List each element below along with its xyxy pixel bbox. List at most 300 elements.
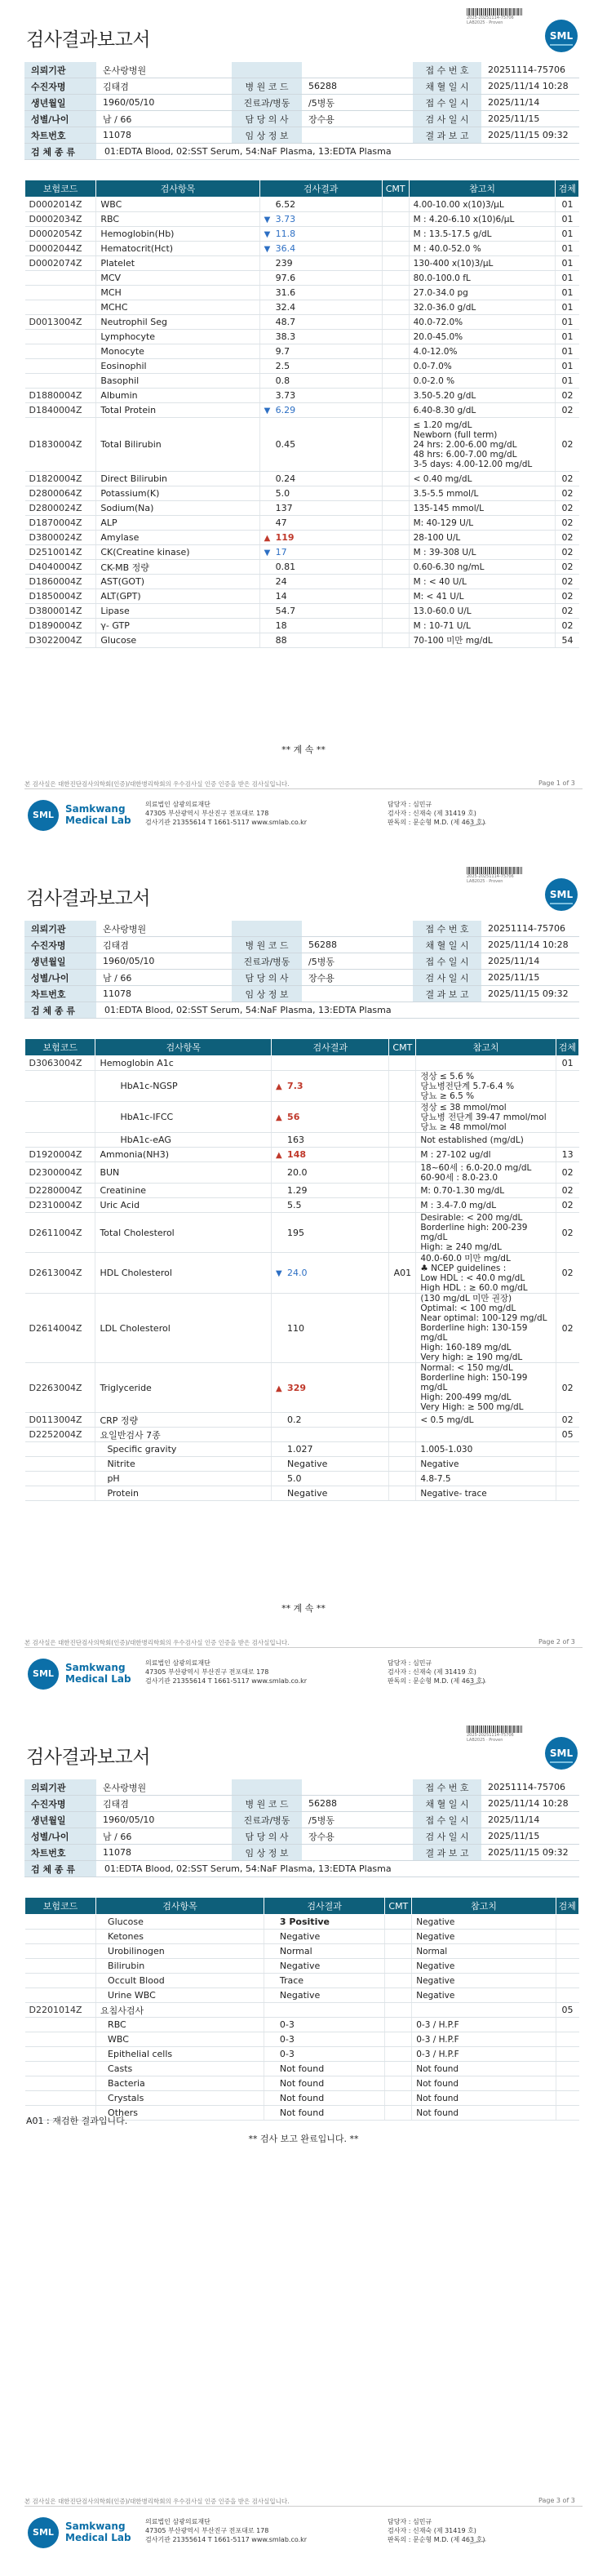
comment-code <box>382 271 409 286</box>
info-value: 11078 <box>96 127 232 144</box>
test-item: pH <box>95 1472 272 1486</box>
info-value: 2025/11/15 <box>481 111 579 127</box>
result-value <box>259 486 382 501</box>
result-row <box>25 1974 579 1988</box>
insurance-code <box>25 2032 96 2047</box>
lab-address <box>145 2517 307 2544</box>
signatory-line: 담당자 : 심민규 <box>388 801 432 808</box>
reference-range: 70-100 미만 mg/dL <box>409 633 556 648</box>
info-row <box>24 953 579 970</box>
info-label: 검 사 일 시 <box>413 970 481 986</box>
value-text: 148 <box>287 1149 307 1160</box>
high-flag-icon: ▲ <box>276 1151 282 1160</box>
footer-certification-note: 본 검사실은 대한진단검사의학회(인증)/대한병리학회의 우수검사실 인증 인증을 받은 검사실입니다. <box>24 780 290 788</box>
lab-address <box>145 1659 307 1686</box>
result-row <box>25 560 579 575</box>
value-text: Negative <box>287 1459 328 1469</box>
insurance-code <box>25 1959 96 1974</box>
test-item: Total Bilirubin <box>96 418 259 472</box>
reference-range: 28-100 U/L <box>409 531 556 545</box>
comment-code <box>382 300 409 315</box>
reference-range <box>416 1056 556 1071</box>
value-text: 110 <box>287 1322 305 1334</box>
insurance-code <box>25 1974 96 1988</box>
info-label: 병 원 코 드 <box>232 1796 302 1812</box>
specimen-code <box>556 1071 578 1102</box>
info-row <box>24 986 579 1002</box>
reference-range: Not found <box>412 2062 556 2076</box>
insurance-code: D4040004Z <box>25 560 96 575</box>
insurance-code: D1850004Z <box>25 589 96 604</box>
result-value <box>264 2091 385 2106</box>
specimen-code: 02 <box>556 589 579 604</box>
result-row <box>25 330 579 344</box>
low-flag-icon: ▼ <box>264 245 271 254</box>
comment-code <box>385 1944 412 1959</box>
value-text: 5.0 <box>275 488 290 499</box>
low-flag-icon: ▼ <box>276 1269 282 1278</box>
result-value <box>272 1253 389 1294</box>
sml-logo: SML <box>545 878 578 911</box>
info-value: 2025/11/15 09:32 <box>481 1845 579 1861</box>
high-flag-icon: ▲ <box>276 1383 282 1393</box>
reference-range: 13.0-60.0 U/L <box>409 604 556 619</box>
info-value: 온사랑병원 <box>96 1779 232 1796</box>
info-label: 접 수 번 호 <box>413 921 481 937</box>
specimen-code <box>556 1944 578 1959</box>
test-item: Albumin <box>96 389 259 403</box>
comment-code <box>382 389 409 403</box>
info-value: 2025/11/14 <box>481 95 579 111</box>
test-item: Triglyceride <box>95 1363 272 1413</box>
test-item: RBC <box>96 2018 264 2032</box>
insurance-code <box>25 344 96 359</box>
info-value: 온사랑병원 <box>96 921 232 937</box>
test-item: Glucose <box>96 633 259 648</box>
specimen-code: 54 <box>556 633 579 648</box>
result-value <box>272 1486 389 1501</box>
insurance-code <box>25 1442 95 1457</box>
test-item: ALT(GPT) <box>96 589 259 604</box>
column-header: 검사결과 <box>272 1039 389 1056</box>
info-row <box>24 1796 579 1812</box>
reference-range: 6.40-8.30 g/dL <box>409 403 556 418</box>
result-value <box>259 472 382 486</box>
value-text: 36.4 <box>275 243 296 254</box>
address-line: 검사기관 21355614 T 1661-5117 www.smlab.co.kr <box>145 819 308 826</box>
result-value <box>272 1133 389 1148</box>
info-label: 임 상 정 보 <box>232 127 302 144</box>
brand-line: Samkwang <box>65 803 126 815</box>
result-row <box>25 589 579 604</box>
comment-code <box>389 1486 416 1501</box>
result-value <box>264 1959 385 1974</box>
test-item: Lipase <box>96 604 259 619</box>
brand-line: Samkwang <box>65 1662 126 1673</box>
specimen-types: 01:EDTA Blood, 02:SST Serum, 54:NaF Plasma, 13:EDTA Plasma <box>96 1861 579 1877</box>
low-flag-icon: ▼ <box>264 230 271 239</box>
comment-code <box>382 418 409 472</box>
value-text: 11.8 <box>275 229 296 239</box>
result-row <box>25 2003 579 2018</box>
info-value: 2025/11/14 <box>481 1812 579 1828</box>
value-text: 20.0 <box>287 1167 308 1178</box>
insurance-code: D3022004Z <box>25 633 96 648</box>
test-item: Ketones <box>96 1930 264 1944</box>
specimen-code <box>556 2062 578 2076</box>
sml-footer-logo: SML <box>28 1659 59 1690</box>
insurance-code <box>25 1930 96 1944</box>
high-flag-icon: ▲ <box>276 1082 282 1091</box>
comment-code <box>389 1198 416 1213</box>
reference-range: 1.005-1.030 <box>416 1442 556 1457</box>
info-row <box>24 1828 579 1845</box>
insurance-code: D1830004Z <box>25 418 96 472</box>
specimen-code <box>556 1974 578 1988</box>
patient-info-table <box>24 1779 579 1877</box>
insurance-code: D2300004Z <box>25 1162 95 1184</box>
insurance-code <box>25 359 96 374</box>
reference-range: 20.0-45.0% <box>409 330 556 344</box>
info-value: 김태겸 <box>96 1796 232 1812</box>
info-label: 접 수 일 시 <box>413 95 481 111</box>
result-value <box>272 1213 389 1253</box>
result-row <box>25 1413 579 1428</box>
result-row <box>25 486 579 501</box>
specimen-code <box>556 1988 578 2003</box>
result-value <box>259 531 382 545</box>
comment-code <box>382 212 409 227</box>
info-value: 김태겸 <box>96 78 232 95</box>
sml-logo: SML <box>545 20 578 52</box>
insurance-code: D0013004Z <box>25 315 96 330</box>
info-value <box>302 1845 413 1861</box>
result-row <box>25 1198 579 1213</box>
info-label: 수진자명 <box>24 78 96 95</box>
result-row <box>25 2047 579 2062</box>
info-label: 접 수 번 호 <box>413 1779 481 1796</box>
info-label: 의뢰기관 <box>24 921 96 937</box>
info-value: 20251114-75706 <box>481 1779 579 1796</box>
comment-code <box>382 560 409 575</box>
value-text: Negative <box>279 1931 321 1942</box>
info-value: 2025/11/14 10:28 <box>481 78 579 95</box>
specimen-code: 01 <box>556 315 579 330</box>
insurance-code: D2201014Z <box>25 2003 96 2018</box>
reference-range: 3.50-5.20 g/dL <box>409 389 556 403</box>
insurance-code <box>25 2076 96 2091</box>
info-label: 진료과/병동 <box>232 1812 302 1828</box>
comment-code <box>385 1915 412 1930</box>
address-line: 의료법인 삼광의료재단 <box>145 801 210 808</box>
specimen-code: 02 <box>556 575 579 589</box>
test-item: Protein <box>95 1486 272 1501</box>
comment-code <box>389 1162 416 1184</box>
address-line: 검사기관 21355614 T 1661-5117 www.smlab.co.kr <box>145 1677 308 1685</box>
lab-brand <box>65 2520 131 2543</box>
info-row <box>24 127 579 144</box>
info-row <box>24 111 579 127</box>
reference-range: Negative- trace <box>416 1486 556 1501</box>
comment-code <box>385 2018 412 2032</box>
value-text: 31.6 <box>275 287 296 298</box>
result-row <box>25 286 579 300</box>
result-row <box>25 531 579 545</box>
info-label: 성별/나이 <box>24 111 96 127</box>
info-label: 임 상 정 보 <box>232 1845 302 1861</box>
specimen-code <box>556 2032 578 2047</box>
result-row <box>25 1102 579 1133</box>
column-header: 검사항목 <box>96 1898 264 1915</box>
result-row <box>25 2091 579 2106</box>
reference-range: M : 4.20-6.10 x(10)6/μL <box>409 212 556 227</box>
test-item: BUN <box>95 1162 272 1184</box>
specimen-code: 01 <box>556 330 579 344</box>
value-text: 47 <box>275 517 287 528</box>
comment-code <box>389 1056 416 1071</box>
result-value <box>259 286 382 300</box>
specimen-code <box>556 2091 578 2106</box>
signatory-line: 담당자 : 심민규 <box>388 2518 432 2525</box>
info-value <box>302 62 413 78</box>
reference-range: 0.0-2.0 % <box>409 374 556 389</box>
result-value <box>272 1294 389 1363</box>
info-value: 2025/11/15 09:32 <box>481 986 579 1002</box>
specimen-code: 13 <box>556 1148 578 1162</box>
insurance-code: D1920004Z <box>25 1148 95 1162</box>
test-item: Glucose <box>96 1915 264 1930</box>
address-line: 의료법인 삼광의료재단 <box>145 2518 210 2525</box>
barcode: 2025-20251114-75706 LAB2025 · Proven <box>467 1725 522 1743</box>
brand-line: Medical Lab <box>65 2532 131 2543</box>
info-value: 장수용 <box>302 111 413 127</box>
column-header: 보험코드 <box>25 180 96 198</box>
result-row <box>25 1133 579 1148</box>
value-text: 97.6 <box>275 273 296 283</box>
info-value: /5병동 <box>302 953 413 970</box>
result-row <box>25 1915 579 1930</box>
comment-code <box>389 1148 416 1162</box>
insurance-code: D1870004Z <box>25 516 96 531</box>
insurance-code: D2613004Z <box>25 1253 95 1294</box>
info-value: 20251114-75706 <box>481 62 579 78</box>
result-value <box>259 575 382 589</box>
info-value: 2025/11/15 <box>481 1828 579 1845</box>
result-value <box>264 1944 385 1959</box>
signatory-line: 담당자 : 심민규 <box>388 1659 432 1667</box>
retest-note: A01 : 재검한 결과입니다. <box>26 2116 128 2126</box>
result-row <box>25 633 579 648</box>
footer-divider <box>24 1647 583 1648</box>
info-value: 1960/05/10 <box>96 1812 232 1828</box>
comment-code <box>385 1988 412 2003</box>
insurance-code <box>25 1915 96 1930</box>
column-header: CMT <box>389 1039 416 1056</box>
column-header: 보험코드 <box>25 1898 96 1915</box>
value-text: 0.2 <box>287 1415 302 1425</box>
specimen-code: 02 <box>556 560 579 575</box>
info-label: 의뢰기관 <box>24 1779 96 1796</box>
specimen-code: 01 <box>556 212 579 227</box>
test-item: HbA1c-eAG <box>95 1133 272 1148</box>
result-value <box>259 271 382 286</box>
result-row <box>25 1486 579 1501</box>
result-row <box>25 2018 579 2032</box>
footer-certification-note: 본 검사실은 대한진단검사의학회(인증)/대한병리학회의 우수검사실 인증 인증을 받은 검사실입니다. <box>24 2498 290 2505</box>
info-value: 56288 <box>302 937 413 953</box>
barcode: 2025-20251114-75706 LAB2025 · Proven <box>467 867 522 884</box>
address-line: 47305 부산광역시 부산진구 전포대로 178 <box>145 2527 269 2534</box>
comment-code <box>389 1294 416 1363</box>
result-row <box>25 256 579 271</box>
info-value: /5병동 <box>302 95 413 111</box>
insurance-code: D0002074Z <box>25 256 96 271</box>
value-text: 137 <box>275 503 293 513</box>
info-label: 진료과/병동 <box>232 953 302 970</box>
reference-range: M : 27-102 ug/dl <box>416 1148 556 1162</box>
insurance-code: D1860004Z <box>25 575 96 589</box>
info-label: 접 수 일 시 <box>413 953 481 970</box>
test-item: Hemoglobin A1c <box>95 1056 272 1071</box>
result-value <box>264 2106 385 2121</box>
comment-code <box>382 604 409 619</box>
value-text: 18 <box>275 620 287 631</box>
specimen-code: 02 <box>556 472 579 486</box>
info-value: 장수용 <box>302 970 413 986</box>
info-value: 온사랑병원 <box>96 62 232 78</box>
specimen-code: 02 <box>556 1162 578 1184</box>
low-flag-icon: ▼ <box>264 549 271 557</box>
comment-code <box>385 2076 412 2091</box>
info-value <box>302 921 413 937</box>
test-item: Lymphocyte <box>96 330 259 344</box>
patient-info-table <box>24 921 579 1019</box>
test-item: Amylase <box>96 531 259 545</box>
comment-code <box>389 1102 416 1133</box>
result-row <box>25 198 579 212</box>
result-value <box>259 589 382 604</box>
reference-range: 0-3 / H.P.F <box>412 2047 556 2062</box>
comment-code <box>382 242 409 256</box>
result-value <box>264 1974 385 1988</box>
reference-range: M : 10-71 U/L <box>409 619 556 633</box>
signatory-line: 검사자 : 신재숙 (제 31419 호) <box>388 810 476 817</box>
brand-line: Samkwang <box>65 2520 126 2532</box>
info-row <box>24 1845 579 1861</box>
result-value <box>259 516 382 531</box>
info-label <box>232 1779 302 1796</box>
specimen-code: 01 <box>556 374 579 389</box>
info-label: 성별/나이 <box>24 970 96 986</box>
address-line: 47305 부산광역시 부산진구 전포대로 178 <box>145 810 269 817</box>
patient-info-table <box>24 62 579 160</box>
info-row <box>24 144 579 160</box>
value-text: 24 <box>275 576 287 587</box>
value-text: 17 <box>275 547 287 557</box>
test-item: WBC <box>96 198 259 212</box>
result-value <box>272 1442 389 1457</box>
insurance-code: D0002054Z <box>25 227 96 242</box>
result-row <box>25 472 579 486</box>
reference-range: M: 40-129 U/L <box>409 516 556 531</box>
result-row <box>25 389 579 403</box>
report-page-3 <box>0 1717 607 2576</box>
test-item: HDL Cholesterol <box>95 1253 272 1294</box>
test-item: MCH <box>96 286 259 300</box>
reference-range: Normal: < 150 mg/dL Borderline high: 150-199 mg/dL High: 200-499 mg/dL Very High: ≥ 500 mg/dL <box>416 1363 556 1413</box>
result-value <box>259 344 382 359</box>
test-item: Total Cholesterol <box>95 1213 272 1253</box>
report-complete-label: ** 검사 보고 완료입니다. ** <box>248 2134 359 2144</box>
specimen-code: 05 <box>556 2003 578 2018</box>
value-text: Negative <box>279 1990 321 2001</box>
specimen-code: 02 <box>556 619 579 633</box>
result-value <box>264 2076 385 2091</box>
test-item: Bilirubin <box>96 1959 264 1974</box>
info-value: 11078 <box>96 1845 232 1861</box>
test-item: LDL Cholesterol <box>95 1294 272 1363</box>
insurance-code <box>25 1071 95 1102</box>
comment-code <box>382 227 409 242</box>
insurance-code <box>25 1457 95 1472</box>
insurance-code <box>25 286 96 300</box>
specimen-code <box>556 1102 578 1133</box>
value-text: 88 <box>275 635 287 646</box>
value-text: 9.7 <box>275 346 290 357</box>
reference-range: 4.0-12.0% <box>409 344 556 359</box>
continued-label: ** 계 속 ** <box>281 744 326 755</box>
specimen-code <box>556 1959 578 1974</box>
result-value <box>264 2032 385 2047</box>
test-item: Specific gravity <box>95 1442 272 1457</box>
info-label: 병 원 코 드 <box>232 937 302 953</box>
info-label: 생년월일 <box>24 1812 96 1828</box>
result-value <box>272 1056 389 1071</box>
result-row <box>25 315 579 330</box>
specimen-code <box>556 1930 578 1944</box>
result-row <box>25 1959 579 1974</box>
comment-code <box>382 545 409 560</box>
info-label: 차트번호 <box>24 986 96 1002</box>
high-flag-icon: ▲ <box>276 1113 282 1122</box>
result-row <box>25 1162 579 1184</box>
specimen-code: 01 <box>556 300 579 315</box>
test-item: CRP 정량 <box>95 1413 272 1428</box>
continued-label: ** 계 속 ** <box>281 1603 326 1614</box>
reference-range: Negative <box>412 1915 556 1930</box>
info-label: 검 체 종 류 <box>24 1002 96 1019</box>
specimen-code: 02 <box>556 1213 578 1253</box>
reference-range: M: < 41 U/L <box>409 589 556 604</box>
specimen-code: 02 <box>556 531 579 545</box>
reference-range: 정상 ≤ 5.6 % 당뇨병전단계 5.7-6.4 % 당뇨 ≥ 6.5 % <box>416 1071 556 1102</box>
result-value <box>264 2062 385 2076</box>
specimen-code <box>556 2106 578 2121</box>
test-item: HbA1c-IFCC <box>95 1102 272 1133</box>
comment-code <box>382 633 409 648</box>
result-value <box>272 1363 389 1413</box>
address-line: 의료법인 삼광의료재단 <box>145 1659 210 1667</box>
footer-divider <box>24 788 583 789</box>
info-value: /5병동 <box>302 1812 413 1828</box>
comment-code <box>382 575 409 589</box>
result-value <box>259 545 382 560</box>
result-row <box>25 1428 579 1442</box>
result-value <box>264 2018 385 2032</box>
results-table <box>24 1038 579 1501</box>
test-item: AST(GOT) <box>96 575 259 589</box>
test-item: Crystals <box>96 2091 264 2106</box>
